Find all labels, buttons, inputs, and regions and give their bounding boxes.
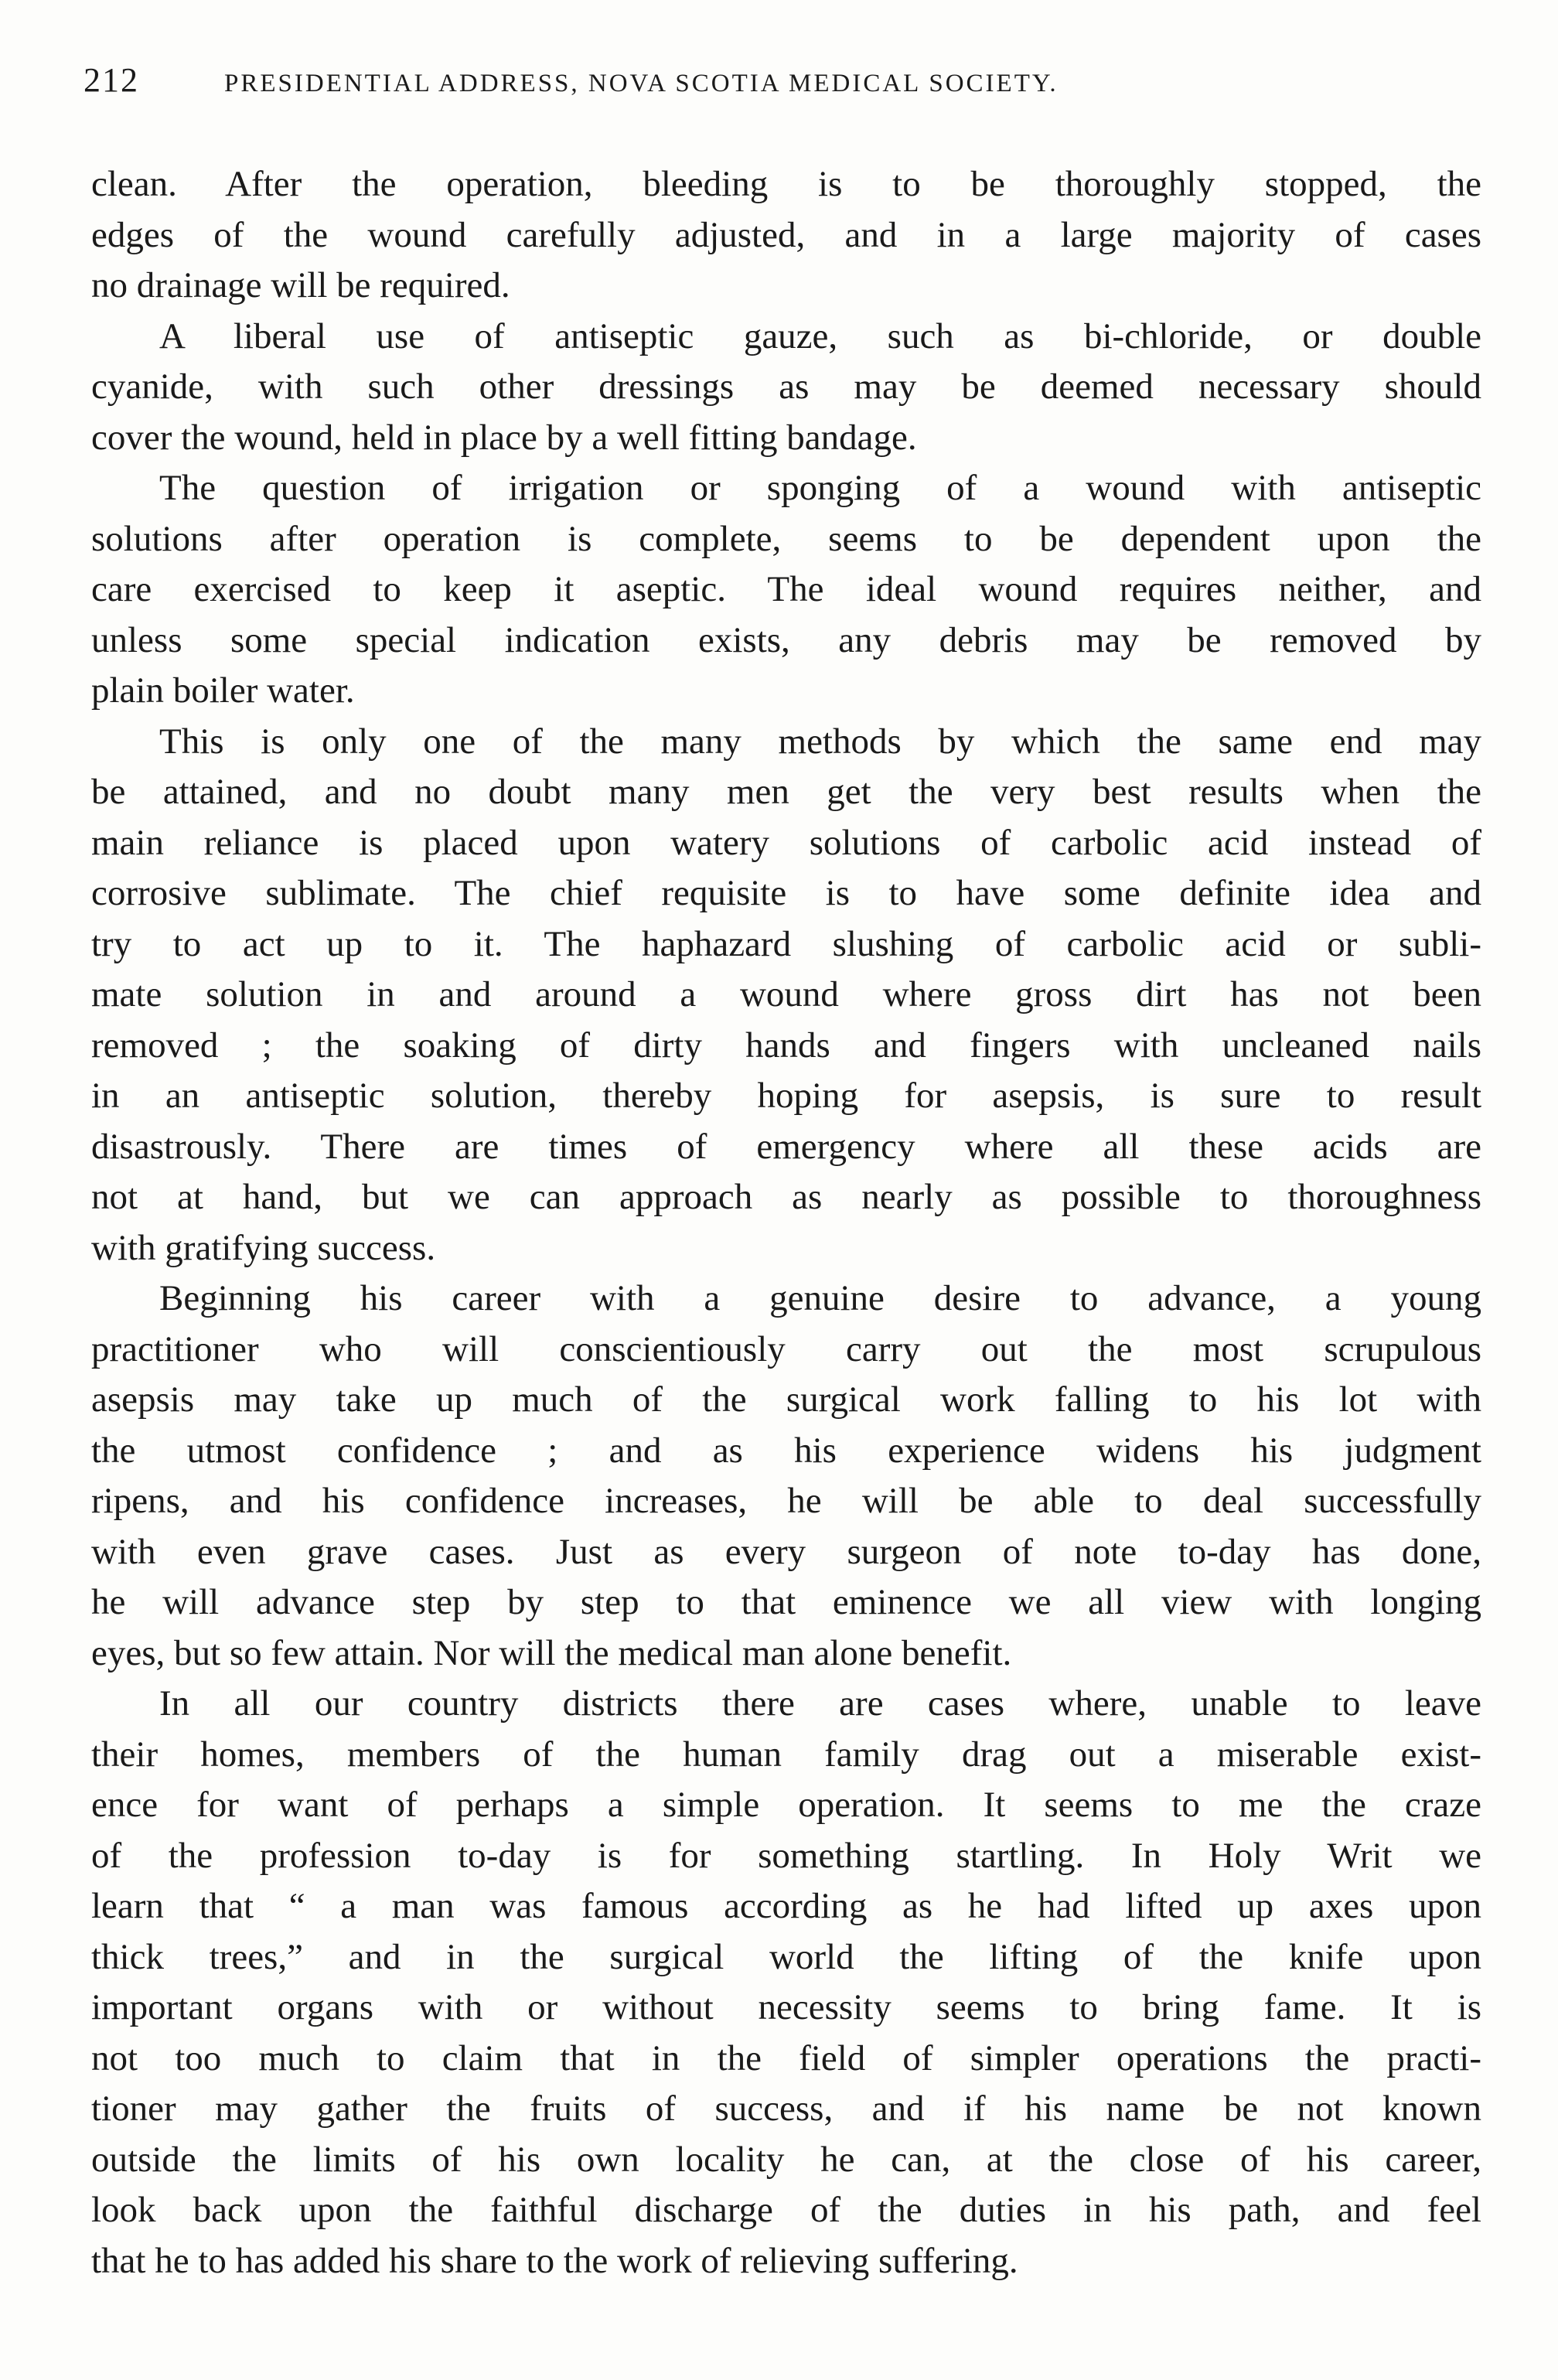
text-line: important organs with or without necessity seems to bring fame. It is — [91, 1987, 1481, 2027]
text-line: corrosive sublimate. The chief requisite is to have some definite idea and — [91, 873, 1481, 913]
text-line: be attained, and no doubt many men get the very best results when the — [91, 772, 1481, 812]
text-line: learn that “ a man was famous according as he had lifted up axes upon — [91, 1886, 1481, 1926]
text-line: with gratifying success. — [91, 1227, 436, 1268]
paragraph — [91, 1274, 1481, 1679]
text-line: main reliance is placed upon watery solutions of carbolic acid instead of — [91, 822, 1481, 863]
text-line: disastrously. There are times of emergency where all these acids are — [91, 1126, 1481, 1167]
paragraph — [91, 463, 1481, 717]
text-line: asepsis may take up much of the surgical work falling to his lot with — [91, 1379, 1481, 1420]
text-line: in an antiseptic solution, thereby hoping for asepsis, is sure to result — [91, 1076, 1481, 1116]
page-number: 212 — [84, 61, 139, 99]
text-line: cover the wound, held in place by a well fitting bandage. — [91, 417, 917, 458]
text-line: A liberal use of antiseptic gauze, such as bi-chloride, or double — [159, 315, 1481, 356]
page-header — [84, 60, 1475, 114]
text-line: This is only one of the many methods by which the same end may — [159, 721, 1481, 762]
text-line: plain boiler water. — [91, 670, 355, 711]
text-line: tioner may gather the fruits of success, and if his name be not known — [91, 2088, 1481, 2129]
text-line: with even grave cases. Just as every surgeon of note to-day has done, — [91, 1531, 1481, 1572]
text-line: practitioner who will conscientiously carry out the most scrupulous — [91, 1328, 1481, 1369]
text-line: The question of irrigation or sponging of a wound with antiseptic — [159, 468, 1481, 508]
text-line: removed ; the soaking of dirty hands and fingers with uncleaned nails — [91, 1025, 1481, 1066]
text-line: care exercised to keep it aseptic. The ideal wound requires neither, and — [91, 569, 1481, 609]
text-line: eyes, but so few attain. Nor will the medical man alone benefit. — [91, 1632, 1012, 1673]
text-line: cyanide, with such other dressings as may be deemed necessary should — [91, 367, 1481, 407]
text-line: look back upon the faithful discharge of the duties in his path, and feel — [91, 2190, 1481, 2230]
body-text — [91, 159, 1481, 2286]
text-line: of the profession to-day is for something startling. In Holy Writ we — [91, 1835, 1481, 1876]
text-line: unless some special indication exists, any debris may be removed by — [91, 619, 1481, 660]
text-line: thick trees,” and in the surgical world the lifting of the knife upon — [91, 1936, 1481, 1977]
text-line: In all our country districts there are cases where, unable to leave — [159, 1683, 1481, 1724]
text-line: the utmost confidence ; and as his experience widens his judgment — [91, 1430, 1481, 1471]
text-line: clean. After the operation, bleeding is to be thoroughly stopped, the — [91, 164, 1481, 204]
paragraph — [91, 159, 1481, 312]
text-line: not at hand, but we can approach as nearly as possible to thoroughness — [91, 1177, 1481, 1217]
text-line: Beginning his career with a genuine desire to advance, a young — [159, 1278, 1481, 1318]
text-line: try to act up to it. The haphazard slushing of carbolic acid or subli- — [91, 923, 1481, 964]
text-line: that he to has added his share to the work of relieving suffering. — [91, 2240, 1018, 2281]
text-line: he will advance step by step to that eminence we all view with longing — [91, 1582, 1481, 1622]
text-line: ence for want of perhaps a simple operation. It seems to me the craze — [91, 1785, 1481, 1825]
text-line: solutions after operation is complete, seems to be dependent upon the — [91, 518, 1481, 559]
paragraph — [91, 312, 1481, 464]
text-line: not too much to claim that in the field of simpler operations the practi- — [91, 2037, 1481, 2078]
text-line: no drainage will be required. — [91, 265, 510, 305]
running-title: PRESIDENTIAL ADDRESS, NOVA SCOTIA MEDICAL SOCIETY. — [224, 70, 1059, 97]
text-line: edges of the wound carefully adjusted, and in a large majority of cases — [91, 214, 1481, 255]
text-line: mate solution in and around a wound where gross dirt has not been — [91, 974, 1481, 1014]
text-line: ripens, and his confidence increases, he will be able to deal successfully — [91, 1481, 1481, 1521]
paragraph — [91, 1679, 1481, 2286]
text-line: their homes, members of the human family drag out a miserable exist- — [91, 1734, 1481, 1775]
paragraph — [91, 717, 1481, 1274]
text-line: outside the limits of his own locality he can, at the close of his career, — [91, 2139, 1481, 2180]
